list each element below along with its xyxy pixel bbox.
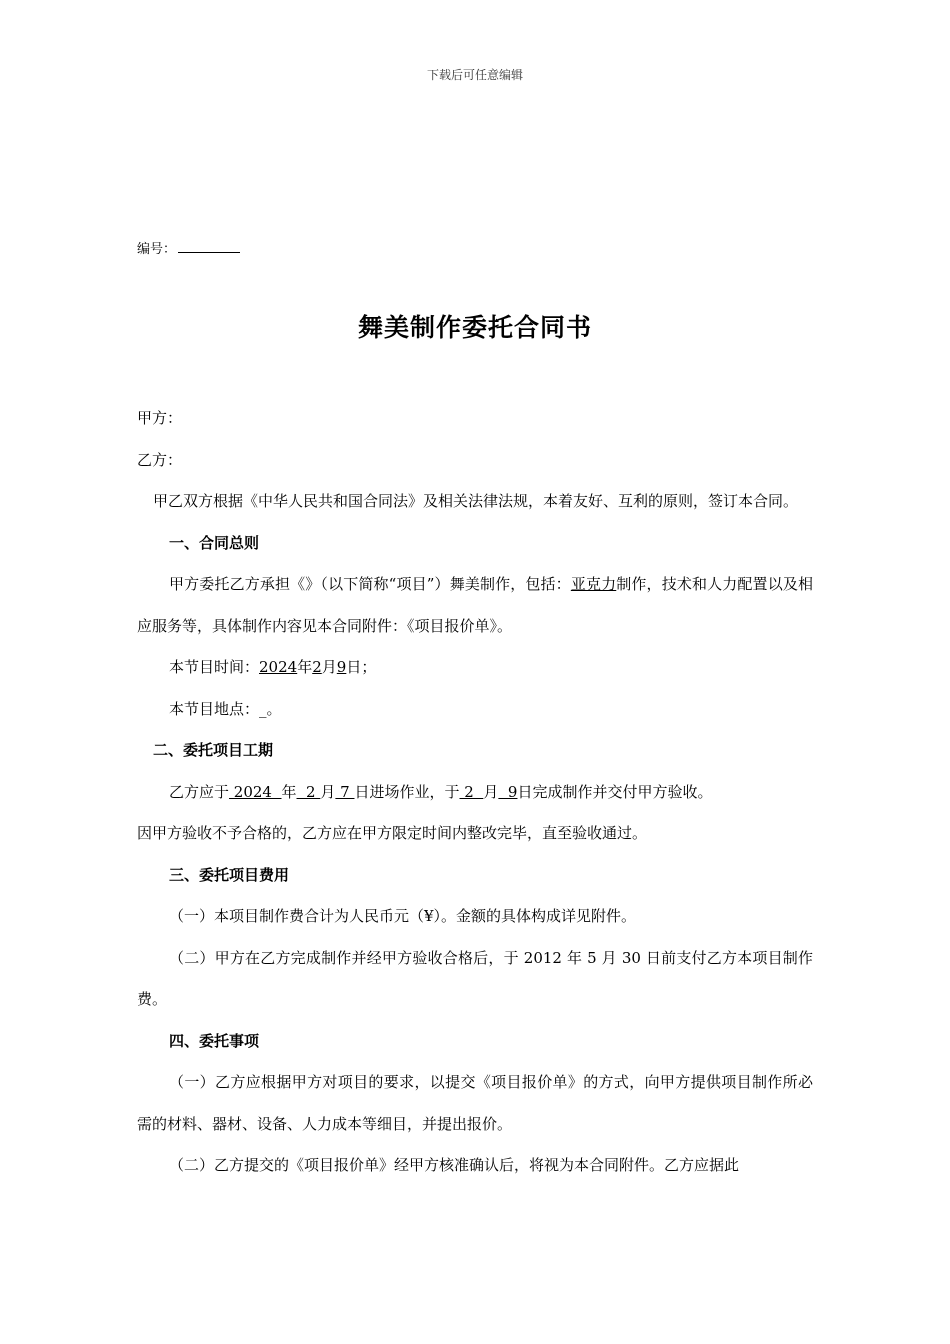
document-body	[137, 398, 813, 1187]
end-month: 2	[459, 782, 484, 801]
section3-item1: （一）本项目制作费合计为人民币元（¥）。金额的具体构成详见附件。	[169, 907, 637, 925]
section4-item1: （一）乙方应根据甲方对项目的要求，以提交《项目报价单》的方式，向甲方提供项目制作所必需的材料、器材、设备、人力成本等细目，并提出报价。	[137, 1073, 813, 1133]
end-day: 9	[498, 782, 518, 801]
time-day: 9	[336, 658, 347, 676]
section4-heading: 四、委托事项	[169, 1031, 260, 1050]
start-text: 日进场作业，于	[354, 782, 460, 801]
party-b: 乙方：	[137, 450, 183, 469]
serial-number	[137, 238, 240, 257]
serial-blank	[178, 240, 240, 253]
section3-item2: （二）甲方在乙方完成制作并经甲方验收合格后，于 2012 年 5 月 30 日前支付乙方本项目制作费。	[137, 948, 813, 1008]
program-place: 本节目地点：_。	[169, 699, 282, 718]
end-month-unit: 月	[483, 782, 499, 801]
section1-text-pre: 甲方委托乙方承担《》（以下简称“项目”）舞美制作，包括：	[169, 575, 571, 593]
header-note: 下载后可任意编辑	[426, 68, 523, 82]
program-time	[137, 647, 813, 689]
section1-heading: 一、合同总则	[169, 533, 260, 552]
section2-paragraph-2: 因甲方验收不予合格的，乙方应在甲方限定时间内整改完毕，直至验收通过。	[137, 824, 648, 842]
document-title: 舞美制作委托合同书	[357, 313, 592, 342]
schedule-pre: 乙方应于	[169, 782, 230, 801]
start-day: 7	[335, 782, 355, 801]
section1-paragraph	[137, 564, 813, 647]
section4-item2: （二）乙方提交的《项目报价单》经甲方核准确认后，将视为本合同附件。乙方应据此	[169, 1156, 740, 1174]
start-year: 2024	[229, 782, 282, 801]
time-year-unit: 年	[297, 658, 313, 676]
intro-paragraph: 甲乙双方根据《中华人民共和国合同法》及相关法律法规，本着友好、互利的原则，签订本合同。	[153, 492, 799, 510]
section1-text-post: 制作，技术和人力配置以及相应服务等，具体制作内容见本合同附件：《项目报价单》。	[137, 575, 813, 635]
time-year: 2024	[259, 658, 298, 676]
time-month: 2	[312, 658, 322, 676]
start-month-unit: 月	[320, 782, 336, 801]
start-month: 2	[296, 782, 321, 801]
time-month-unit: 月	[321, 658, 337, 676]
section2-heading: 二、委托项目工期	[153, 741, 274, 759]
time-day-unit: 日；	[346, 658, 377, 676]
section3-heading: 三、委托项目费用	[169, 865, 290, 884]
serial-label: 编号：	[137, 242, 177, 257]
start-year-unit: 年	[281, 782, 297, 801]
time-label: 本节目时间：	[169, 658, 260, 676]
material-value: 亚克力	[570, 575, 617, 593]
schedule-line	[137, 772, 813, 814]
end-text: 日完成制作并交付甲方验收。	[517, 782, 713, 801]
party-a: 甲方：	[137, 409, 183, 427]
